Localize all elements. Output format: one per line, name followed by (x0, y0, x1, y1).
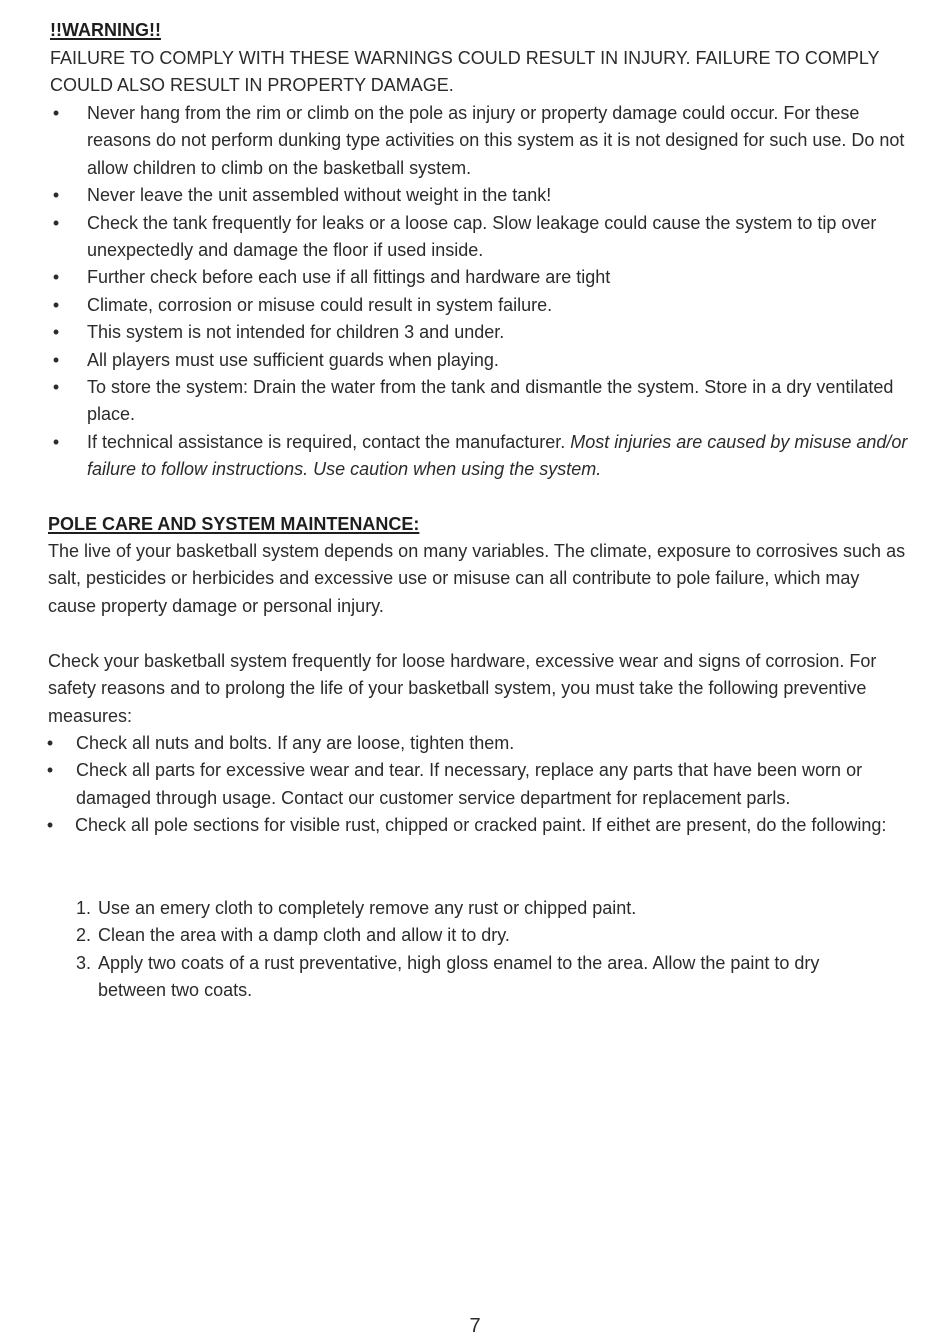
list-item: • All players must use sufficient guards when playing. (49, 347, 909, 374)
list-item: • Climate, corrosion or misuse could result in system failure. (49, 292, 909, 319)
bullet-icon: • (52, 349, 60, 370)
list-item: • Check all parts for excessive wear and tear. If necessary, replace any parts that have been worn or damaged through usage. Contact our customer service department for replacement parls. (43, 757, 903, 812)
bullet-icon: • (52, 185, 60, 206)
bullet-icon: • (52, 431, 60, 452)
list-item: • Check all pole sections for visible rust, chipped or cracked paint. If eithet are present, do the following: (43, 812, 903, 839)
step-item: 1. Use an emery cloth to completely remove any rust or chipped paint. (76, 898, 637, 918)
list-item: • Further check before each use if all fittings and hardware are tight (49, 264, 909, 291)
repair-steps (76, 895, 866, 1005)
warning-heading: !!WARNING!! (50, 20, 161, 40)
bullet-icon: • (46, 815, 54, 836)
list-item: • Never leave the unit assembled without weight in the tank! (49, 182, 909, 209)
bullet-icon: • (52, 103, 60, 123)
list-item: • Check all nuts and bolts. If any are loose, tighten them. (43, 730, 903, 757)
list-item: • This system is not intended for children 3 and under. (49, 319, 909, 346)
warning-intro: FAILURE TO COMPLY WITH THESE WARNINGS COULD RESULT IN INJURY. FAILURE TO COMPLY COULD ALSO RESULT IN PROPERTY DAMAGE. (50, 48, 880, 96)
bullet-icon: • (52, 377, 60, 398)
list-item: • Never hang from the rim or climb on the pole as injury or property damage could occur. For these reasons do not perform dunking type activities on this system as it is not designed for such use. Do not allow children to climb on the basketball system. (49, 100, 909, 182)
step-item: 3. Apply two coats of a rust preventative, high gloss enamel to the area. Allow the paint to dry between two coats. (76, 952, 820, 1001)
maintenance-paragraph-2: Check your basketball system frequently for loose hardware, excessive wear and signs of corrosion. For safety reasons and to prolong the life of your basketball system, you must take the following preventive measures: (48, 651, 877, 726)
list-item: • To store the system: Drain the water from the tank and dismantle the system. Store in a dry ventilated place. (49, 374, 909, 429)
bullet-icon: • (52, 267, 60, 288)
page-number: 7 (469, 1315, 481, 1337)
maintenance-heading: POLE CARE AND SYSTEM MAINTENANCE: (48, 514, 420, 534)
last-item-normal: If technical assistance is required, contact the manufacturer. (87, 431, 571, 452)
bullet-icon: • (52, 322, 60, 343)
step-item: 2. Clean the area with a damp cloth and allow it to dry. (76, 925, 510, 946)
list-item: • Check the tank frequently for leaks or a loose cap. Slow leakage could cause the system to tip over unexpectedly and damage the floor if used inside. (49, 210, 909, 265)
bullet-icon: • (52, 294, 60, 315)
bullet-icon: • (46, 760, 54, 781)
last-item-italic: Most injuries are caused by misuse and/or failure to follow instructions. Use caution when using the system. (87, 431, 908, 480)
warning-list (49, 100, 909, 484)
maintenance-paragraph-1: The live of your basketball system depends on many variables. The climate, exposure to corrosives such as salt, pesticides or herbicides and excessive use or misuse can all contribute to pole failure, which may cause property damage or personal injury. (48, 541, 906, 616)
bullet-icon: • (46, 733, 54, 753)
maintenance-list (43, 730, 903, 840)
bullet-icon: • (52, 212, 60, 233)
list-item (49, 429, 909, 484)
